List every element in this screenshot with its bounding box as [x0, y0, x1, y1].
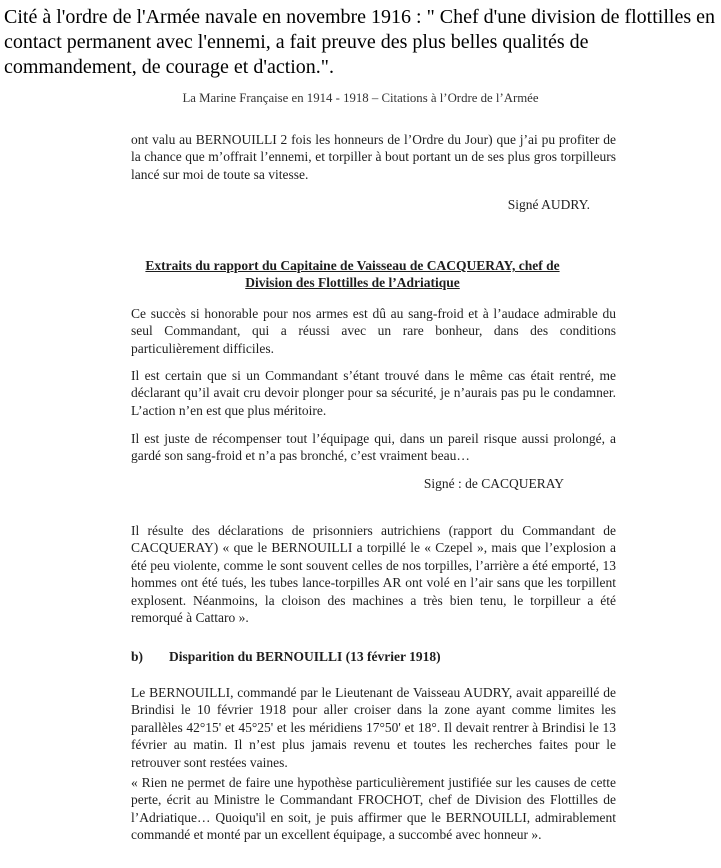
- signature-cacqueray: Signé : de CACQUERAY: [423, 476, 564, 491]
- section-b-heading: [131, 648, 616, 665]
- paragraph-commandant: Il est certain que si un Commandant s’étant trouvé dans le même cas était rentré, me déclarant qu’il avait cru devoir plonger pour sa sécurité, je n’aurais pas pu le condamner. L’action n’en est que plus méritoire.: [131, 368, 616, 418]
- paragraph-frochot: « Rien ne permet de faire une hypothèse particulièrement justifiée sur les causes de cette perte, écrit au Ministre le Commandant FROCHOT, chef de Division des Flottilles de l’Adriatique… Quoiqu'il en soit, je puis affirmer que le BERNOUILLI, admirablement commandé et monté par un excellent équipage, a succombé avec honneur ».: [131, 775, 616, 843]
- paragraph-disparition: Le BERNOUILLI, commandé par le Lieutenant de Vaisseau AUDRY, avait appareillé de Brindisi le 10 février 1918 pour aller croiser dans la zone ayant comme limites les parallèles 42°15' et 45°25' et les méridiens 17°50' et 18°. Il devait rentrer à Brindisi le 13 février au matin. Il n’est plus jamais revenu et toutes les recherches faites pour le retrouver sont restées vaines.: [131, 685, 616, 770]
- paragraph-equipage: Il est juste de récompenser tout l’équipage qui, dans un pareil risque aussi prolongé, a gardé son sang-froid et n’a pas bronché, c’est vraiment beau…: [131, 431, 616, 464]
- paragraph-audry-report: ont valu au BERNOUILLI 2 fois les honneurs de l’Ordre du Jour) que j’ai pu profiter de la chance que m’offrait l’ennemi, et torpiller à bout portant un de ses plus gros torpilleurs lancé sur moi de toute sa vitesse.: [131, 132, 616, 182]
- report-heading-line1: Extraits du rapport du Capitaine de Vaisseau de CACQUERAY, chef de: [145, 258, 560, 273]
- section-b-title: Disparition du BERNOUILLI (13 février 1918): [169, 649, 441, 664]
- paragraph-succes: Ce succès si honorable pour nos armes est dû au sang-froid et à l’audace admirable du seul Commandant, qui a réussi avec un rare bonheur, dans des conditions particulièrement difficiles.: [131, 306, 616, 356]
- report-heading-line2: Division des Flottilles de l’Adriatique: [245, 275, 460, 291]
- signature-audry: Signé AUDRY.: [507, 197, 590, 212]
- section-b-marker: b): [131, 649, 144, 664]
- intro-citation: Cité à l'ordre de l'Armée navale en novembre 1916 : " Chef d'une division de flottilles en contact permanent avec l'ennemi, a fait preuve des plus belles qualités de commandement, de courage et d'action.".: [4, 6, 715, 78]
- report-heading: [131, 257, 616, 291]
- paragraph-prisonniers: Il résulte des déclarations de prisonniers autrichiens (rapport du Commandant de CACQUERAY) « que le BERNOUILLI a torpillé le « Czepel », mais que l’explosion a été peu violente, comme le sont souvent celles de nos torpilles, l’arrière a été emporté, 13 hommes ont été tués, les tubes lance-torpilles AR ont volé en l’air sans que les torpillent explosent. Néanmoins, la cloison des machines a très bien tenu, le torpilleur a été remorqué à Cattaro ».: [131, 523, 616, 626]
- source-caption: La Marine Française en 1914 - 1918 – Citations à l’Ordre de l’Armée: [182, 91, 539, 105]
